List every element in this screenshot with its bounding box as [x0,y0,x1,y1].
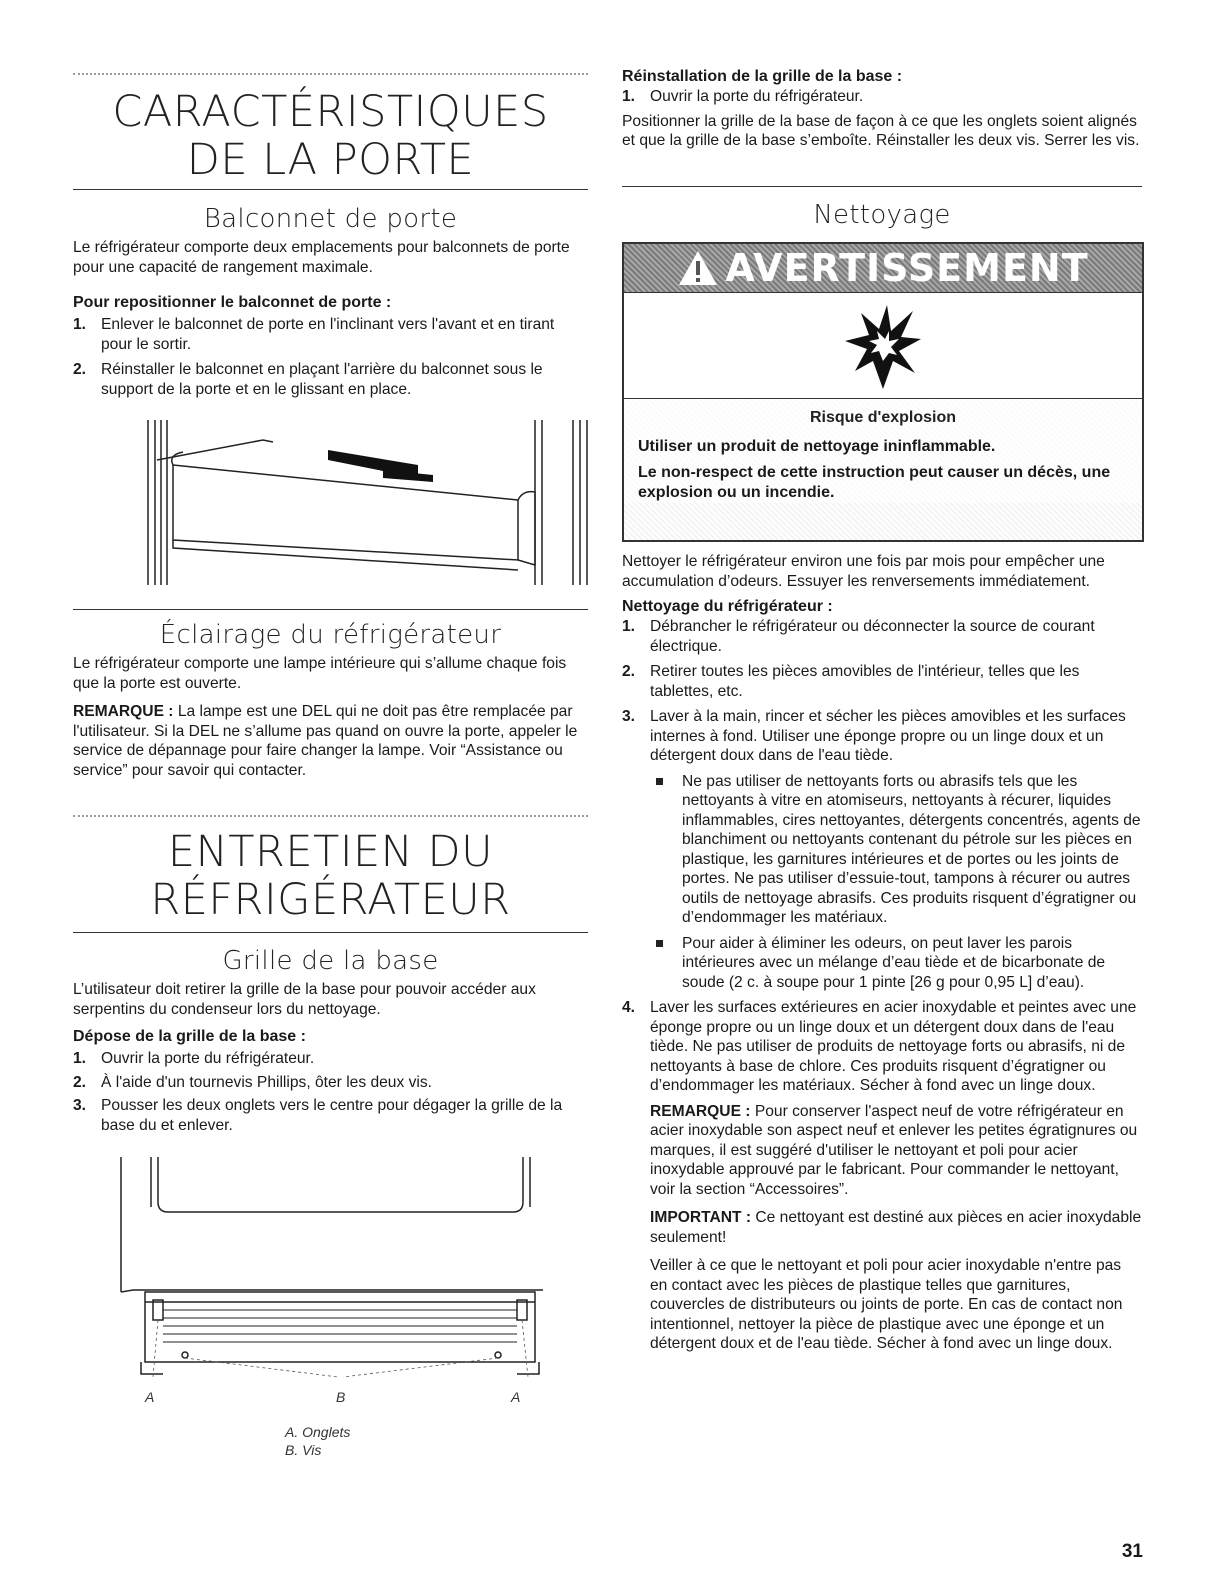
caption-b: B. Vis [285,1442,322,1458]
cleaning-steps [622,617,1142,1354]
note-label: REMARQUE : [650,1102,751,1120]
door-bin-steps [73,315,588,399]
figure-label-a-right: A [511,1389,521,1405]
care-title-line2: RÉFRIGÉRATEUR [150,875,511,925]
cleaning-heading: Nettoyage [813,200,951,230]
light-note [73,702,588,780]
grille-reinstall-steps [622,87,1142,107]
step-text: Laver les surfaces extérieures en acier inoxydable et peintes avec une éponge propre ou un linge doux et un détergent doux dans de l'eau tiède. Ne pas utiliser de produits de nettoyage forts ou abrasifs, ni de nettoyants à base de chlore. Ces produits risquent d’égratigner ou d’endommager les matériaux. Sécher à fond avec un linge doux. [650,999,1137,1094]
figure-label-a-left: A [145,1389,155,1405]
hazard-symbol-area [624,293,1142,399]
step-text: Retirer toutes les pièces amovibles de l'intérieur, telles que les tablettes, etc. [650,663,1080,700]
caption-a: A. Onglets [285,1424,351,1440]
important-label: IMPORTANT : [650,1209,752,1226]
base-grille-illustration [103,1152,573,1392]
grille-reinstall-heading: Réinstallation de la grille de la base : [622,68,903,85]
step-number: 1. [73,316,87,333]
light-section [73,620,588,780]
figure-label-b: B [336,1389,346,1405]
step-number: 1. [622,88,636,105]
step-item [622,87,1142,107]
grille-remove-steps [73,1049,588,1135]
step-item [73,1096,588,1135]
step-item [73,315,588,354]
step-item [73,360,588,399]
step-text: Ouvrir la porte du réfrigérateur. [650,88,864,105]
care-title-line1: ENTRETIEN DU [167,827,494,877]
bullet-square-icon [656,778,663,785]
grille-heading: Grille de la base [222,946,439,976]
step-number: 2. [622,663,636,680]
door-bin-subheading: Pour repositionner le balconnet de porte : [73,294,392,311]
step-item [622,707,1142,992]
step-text: À l'aide d'un tournevis Phillips, ôter les deux vis. [101,1073,432,1091]
step-text: Laver à la main, rincer et sécher les pièces amovibles et les surfaces internes à fond. Utiliser une éponge propre ou un linge doux et un détergent doux dans de l'eau tiède. [650,708,1126,764]
step-number: 1. [622,618,636,635]
cleaning-note [650,1102,1142,1200]
step-text: Enlever le balconnet de porte en l'inclinant vers l'avant et en tirant pour le sortir. [101,316,555,353]
bullet-item [650,772,1142,928]
door-features-title [73,88,588,184]
dotted-rule [73,815,588,817]
bullet-text: Pour aider à éliminer les odeurs, on peut laver les parois intérieures avec un mélange d’eau tiède et de bicarbonate de soude (2 c. à soupe pour 1 pinte [26 g pour 0,95 L] d’eau). [682,934,1106,991]
door-bin-illustration [143,420,593,590]
grille-section [73,946,588,1135]
step-text: Réinstaller le balconnet en plaçant l'arrière du balconnet sous le support de la porte et en le glissant en place. [101,361,543,398]
grille-intro: L’utilisateur doit retirer la grille de la base pour pouvoir accéder aux serpentins du condenseur lors du nettoyage. [73,981,536,1018]
warning-body [624,399,1142,503]
step-number: 2. [73,361,87,378]
door-title-line2: DE LA PORTE [186,135,475,185]
warning-line2: Le non-respect de cette instruction peut causer un décès, une explosion ou un incendie. [638,464,1111,501]
step-text: Pousser les deux onglets vers le centre pour dégager la grille de la base du et enlever. [101,1097,563,1134]
warning-box [622,242,1144,542]
hazard-title: Risque d'explosion [809,409,957,426]
dotted-rule [73,73,588,75]
bullet-square-icon [656,940,663,947]
step-number: 3. [73,1097,87,1114]
step-item [73,1049,588,1069]
section-rule [73,609,588,610]
note-text: La lampe est une DEL qui ne doit pas être remplacée par l'utilisateur. Si la DEL ne s’allume pas quand on ouvre la porte, appeler le service de dépannage pour faire changer la lampe. Voir “Assistance ou service” pour savoir qui contacter. [73,703,578,779]
step-number: 1. [73,1050,87,1067]
cleaning-bullets [650,772,1142,993]
light-intro: Le réfrigérateur comporte une lampe intérieure qui s’allume chaque fois que la porte est ouverte. [73,655,567,692]
grille-reinstall-text: Positionner la grille de la base de façon à ce que les onglets soient alignés et que la grille de la base s’emboîte. Réinstaller les deux vis. Serrer les vis. [622,112,1140,149]
door-bin-heading: Balconnet de porte [203,204,458,234]
step-item [73,1073,588,1093]
explosion-icon [843,301,923,391]
warning-header [624,244,1142,293]
step-text: Ouvrir la porte du réfrigérateur. [101,1050,315,1067]
step-item [622,662,1142,701]
section-rule [73,932,588,933]
cleaning-subheading: Nettoyage du réfrigérateur : [622,598,833,615]
step-item [622,617,1142,656]
step-number: 4. [622,999,636,1016]
light-heading: Éclairage du réfrigérateur [159,620,502,650]
note-label: REMARQUE : [73,703,174,720]
page-number: 31 [1121,1541,1143,1562]
step-item [622,998,1142,1354]
section-rule [622,186,1142,187]
warning-triangle-icon [677,249,719,287]
bullet-item [650,934,1142,993]
section-rule [73,189,588,190]
door-title-line1: CARACTÉRISTIQUES [112,87,549,137]
cleaning-section [622,552,1142,1354]
note-text: Pour conserver l'aspect neuf de votre réfrigérateur en acier inoxydable son aspect neuf et enlever les petites égratignures ou marques, il est suggéré d'utiliser le nettoyant et poli pour acier inoxydable approuvé par le fabricant. Pour commander le nettoyant, voir la section “Accessoires”. [650,1102,1138,1198]
door-bin-intro: Le réfrigérateur comporte deux emplacements pour balconnets de porte pour une capacité de rangement maximale. [73,239,570,276]
step-number: 2. [73,1073,87,1091]
warning-word: AVERTISSEMENT [725,246,1089,290]
grille-reinstall-section [622,67,1142,151]
cleaning-intro: Nettoyer le réfrigérateur environ une fois par mois pour empêcher une accumulation d’odeurs. Essuyer les renversements immédiatement. [622,553,1105,590]
step-text: Débrancher le réfrigérateur ou déconnecter la source de courant électrique. [650,618,1095,655]
grille-remove-heading: Dépose de la grille de la base : [73,1028,306,1045]
care-title [73,828,588,924]
important-text: Ce nettoyant est destiné aux pièces en acier inoxydable seulement! [650,1209,1142,1246]
bullet-text: Ne pas utiliser de nettoyants forts ou abrasifs tels que les nettoyants à vitre en atomiseurs, nettoyants à récurer, liquides inflammables, cires nettoyantes, détergents concentrés, agents de blanchiment ou nettoyants contenant du pétrole sur les pièces en plastique, les garnitures intérieures et de portes ou les joints de portes. Ne pas utiliser d’essuie-tout, tampons à récurer ou autres outils de nettoyage abrasifs. Ces produits risquent d’égratigner ou d’endommager les matériaux. [682,772,1141,926]
cleaning-important [650,1208,1142,1247]
door-bin-section [73,204,588,399]
cleaning-final-text: Veiller à ce que le nettoyant et poli pour acier inoxydable n'entre pas en contact avec les pièces de plastique telles que garnitures, couvercles de distributeurs ou joints de porte. En cas de contact non intentionnel, nettoyer la pièce de plastique avec une éponge et un détergent doux et de l'eau tiède. Sécher à fond avec un linge doux. [650,1257,1123,1352]
figure-caption [285,1423,350,1459]
warning-line1: Utiliser un produit de nettoyage ininflammable. [638,438,996,455]
step-number: 3. [622,708,636,725]
